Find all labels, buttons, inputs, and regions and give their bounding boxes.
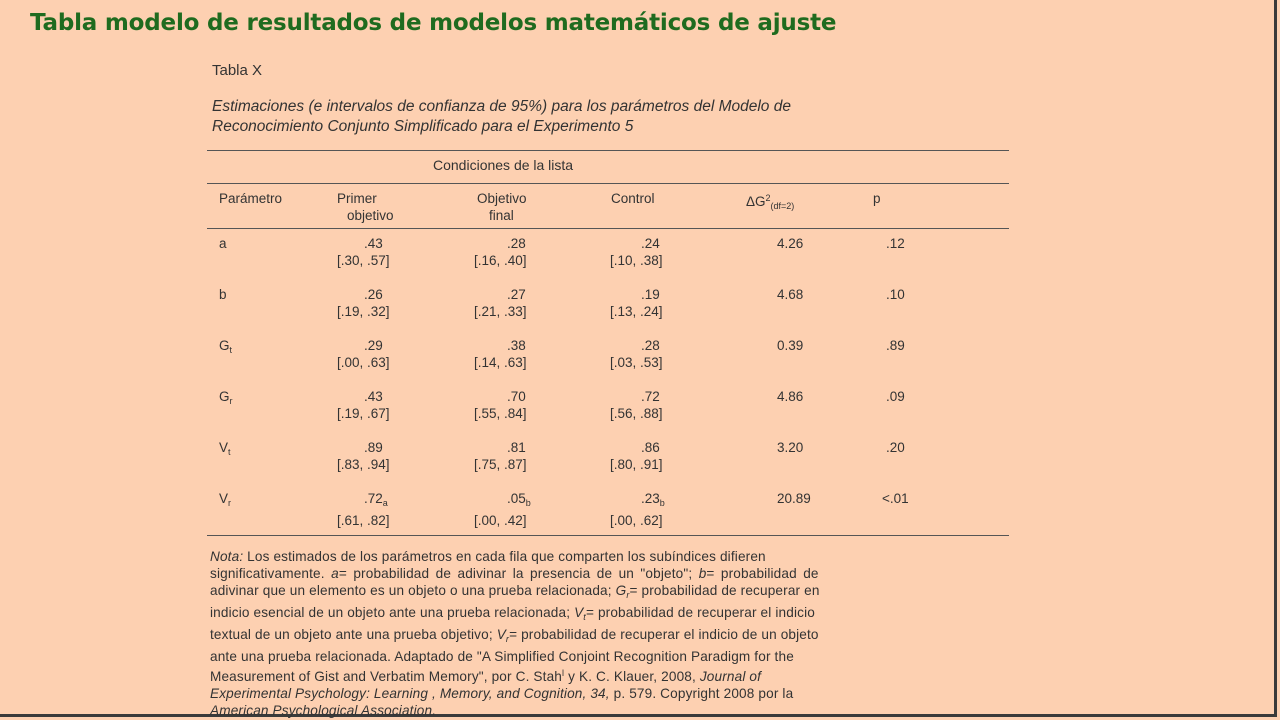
- primer-ci: [.83, .94]: [337, 457, 390, 472]
- objetivo-estimate: [474, 388, 527, 405]
- note-line: [210, 665, 1006, 685]
- p-value-cell: <.01: [882, 491, 909, 506]
- note-text: Measurement of Gist and Verbatim Memory", por C. Stah: [210, 669, 563, 684]
- note-text: Los estimados de los parámetros en cada fila que comparten los subíndices difieren: [243, 549, 766, 564]
- p-value-cell: .20: [886, 440, 905, 455]
- param-symbol: V: [219, 440, 229, 455]
- note-text: = probabilidad de recuperar en: [629, 583, 820, 598]
- note-line: [210, 582, 1006, 604]
- param-symbol: b: [219, 287, 227, 302]
- control-ci: [.03, .53]: [610, 355, 663, 370]
- note-line: [210, 685, 1006, 702]
- control-estimate: [610, 235, 663, 252]
- estimate-value: .81: [507, 440, 526, 455]
- param-subscript: r: [229, 396, 233, 406]
- note-text: = probabilidad de adivinar la presencia de un "objeto";: [338, 566, 699, 581]
- spanner-rule: [207, 183, 1009, 184]
- control-estimate: [610, 286, 663, 303]
- param-cell: [219, 337, 232, 359]
- column-spanner: Condiciones de la lista: [433, 157, 574, 173]
- control-ci: [.10, .38]: [610, 253, 663, 268]
- estimate-value: .43: [364, 236, 383, 251]
- objetivo-ci: [.16, .40]: [474, 253, 527, 268]
- note-text: = probabilidad de: [706, 566, 819, 581]
- estimate-value: .86: [641, 440, 660, 455]
- note-text: adivinar que un elemento es un objeto o una prueba relacionada;: [210, 583, 616, 598]
- p-value-cell: .12: [886, 236, 905, 251]
- header-delta-g2: [746, 190, 794, 215]
- primer-estimate: [337, 337, 390, 354]
- objetivo-cell: [474, 286, 527, 320]
- param-cell: [219, 439, 231, 461]
- estimate-subscript: b: [659, 498, 665, 508]
- delta-g2-cell: 4.26: [777, 236, 804, 251]
- note-line: [210, 565, 1006, 582]
- param-symbol: G: [219, 389, 230, 404]
- control-estimate: [610, 490, 665, 512]
- table-caption: [212, 97, 972, 137]
- delta-g2-cell: 0.39: [777, 338, 804, 353]
- estimate-value: .72: [641, 389, 660, 404]
- header-objetivo-final: [477, 190, 527, 224]
- param-cell: [219, 235, 227, 252]
- primer-cell: [337, 439, 390, 473]
- note-journal: Journal of: [699, 669, 762, 684]
- estimate-subscript: a: [382, 498, 388, 508]
- note-text: textual de un objeto ante una prueba objetivo;: [210, 627, 497, 642]
- control-ci: [.56, .88]: [610, 406, 663, 421]
- delta-g2-cell: 4.86: [777, 389, 804, 404]
- control-estimate: [610, 337, 663, 354]
- control-ci: [.80, .91]: [610, 457, 663, 472]
- objetivo-estimate: [474, 235, 527, 252]
- delta-g2-cell: 4.68: [777, 287, 804, 302]
- header-primer-objetivo: [337, 190, 394, 224]
- objetivo-estimate: [474, 439, 527, 456]
- objetivo-ci: [.14, .63]: [474, 355, 527, 370]
- param-subscript: r: [228, 498, 232, 508]
- note-text: significativamente.: [210, 566, 332, 581]
- note-line: [210, 626, 1006, 648]
- note-symbol: G: [615, 583, 627, 598]
- param-symbol: G: [219, 338, 230, 353]
- control-cell: [610, 439, 663, 473]
- note-symbol: b: [698, 566, 707, 581]
- objetivo-estimate: [474, 337, 527, 354]
- note-text: = probabilidad de recuperar el indicio: [585, 605, 815, 620]
- p-value-cell: .89: [886, 338, 905, 353]
- header-line: final: [489, 208, 514, 223]
- param-symbol: V: [219, 491, 229, 506]
- estimate-value: .72: [364, 491, 383, 506]
- objetivo-cell: [474, 235, 527, 269]
- estimate-value: .89: [364, 440, 383, 455]
- primer-cell: [337, 235, 390, 269]
- objetivo-ci: [.75, .87]: [474, 457, 527, 472]
- objetivo-ci: [.55, .84]: [474, 406, 527, 421]
- p-value-cell: .09: [886, 389, 905, 404]
- control-cell: [610, 286, 663, 320]
- control-estimate: [610, 388, 663, 405]
- table-bottom-rule: [207, 535, 1009, 536]
- slide-title: Tabla modelo de resultados de modelos matemáticos de ajuste: [30, 10, 837, 36]
- note-symbol-sub: t: [583, 612, 586, 622]
- estimate-value: .24: [641, 236, 660, 251]
- estimate-value: .27: [507, 287, 526, 302]
- header-line: Primer: [337, 191, 377, 206]
- note-text: = probabilidad de recuperar el indicio de un objeto: [509, 627, 819, 642]
- control-ci: [.00, .62]: [610, 513, 663, 528]
- primer-ci: [.30, .57]: [337, 253, 390, 268]
- primer-cell: [337, 286, 390, 320]
- param-subscript: t: [228, 447, 231, 457]
- note-journal: Experimental Psychology: Learning , Memory, and Cognition, 34,: [210, 686, 610, 701]
- control-cell: [610, 235, 663, 269]
- header-line: Objetivo: [477, 191, 527, 206]
- delta-g2-cell: 3.20: [777, 440, 804, 455]
- header-p: p: [873, 191, 881, 206]
- note-text: indicio esencial de un objeto ante una prueba relacionada;: [210, 605, 575, 620]
- objetivo-estimate: [474, 286, 527, 303]
- primer-ci: [.19, .32]: [337, 304, 390, 319]
- control-ci: [.13, .24]: [610, 304, 663, 319]
- primer-cell: [337, 337, 390, 371]
- header-delta-g-main: ΔG: [746, 194, 766, 209]
- param-cell: [219, 286, 227, 303]
- estimate-value: .23: [641, 491, 660, 506]
- control-cell: [610, 490, 665, 529]
- header-delta-g-sub: (df=2): [770, 201, 795, 211]
- primer-cell: [337, 490, 390, 529]
- primer-estimate: [337, 235, 390, 252]
- control-cell: [610, 337, 663, 371]
- param-symbol: a: [219, 236, 227, 251]
- estimate-value: .26: [364, 287, 383, 302]
- note-line: American Psychological Association.: [210, 703, 437, 718]
- header-line: objetivo: [347, 208, 394, 223]
- header-control: Control: [611, 191, 655, 206]
- note-sup: l: [562, 668, 565, 678]
- table-note: [210, 548, 1006, 719]
- primer-estimate: [337, 439, 390, 456]
- p-value-cell: .10: [886, 287, 905, 302]
- objetivo-cell: [474, 388, 527, 422]
- estimate-value: .28: [641, 338, 660, 353]
- note-text: y K. C. Klauer, 2008,: [564, 669, 700, 684]
- estimate-value: .28: [507, 236, 526, 251]
- note-text: p. 579. Copyright 2008 por la: [609, 686, 794, 701]
- objetivo-ci: [.21, .33]: [474, 304, 527, 319]
- estimate-value: .38: [507, 338, 526, 353]
- note-line: ante una prueba relacionada. Adaptado de "A Simplified Conjoint Recognition Paradigm for the: [210, 649, 794, 664]
- param-cell: [219, 490, 231, 512]
- note-symbol: V: [574, 605, 584, 620]
- table-top-rule: [207, 150, 1009, 151]
- objetivo-cell: [474, 439, 527, 473]
- primer-estimate: [337, 286, 390, 303]
- estimate-value: .19: [641, 287, 660, 302]
- header-parametro: Parámetro: [219, 191, 283, 206]
- estimate-value: .43: [364, 389, 383, 404]
- objetivo-estimate: [474, 490, 531, 512]
- estimate-subscript: b: [525, 498, 531, 508]
- primer-ci: [.61, .82]: [337, 513, 390, 528]
- estimate-value: .29: [364, 338, 383, 353]
- note-symbol: V: [496, 627, 506, 642]
- primer-estimate: [337, 490, 390, 512]
- table-label: Tabla X: [212, 62, 263, 79]
- control-estimate: [610, 439, 663, 456]
- note-symbol-sub: r: [626, 590, 630, 600]
- primer-ci: [.19, .67]: [337, 406, 390, 421]
- table-caption-line: Estimaciones (e intervalos de confianza de 95%) para los parámetros del Modelo de: [212, 98, 791, 115]
- header-rule: [207, 228, 1009, 229]
- objetivo-cell: [474, 490, 531, 529]
- objetivo-ci: [.00, .42]: [474, 513, 527, 528]
- note-label: Nota:: [210, 549, 244, 564]
- note-line: [210, 548, 1006, 565]
- primer-ci: [.00, .63]: [337, 355, 390, 370]
- primer-estimate: [337, 388, 390, 405]
- delta-g2-cell: 20.89: [777, 491, 811, 506]
- estimate-value: .05: [507, 491, 526, 506]
- note-symbol-sub: r: [505, 634, 510, 644]
- estimate-value: .70: [507, 389, 526, 404]
- table-caption-line: Reconocimiento Conjunto Simplificado para el Experimento 5: [212, 118, 634, 135]
- header-delta-g-sup: 2: [765, 193, 771, 203]
- note-line: [210, 604, 1006, 626]
- param-subscript: t: [229, 345, 233, 355]
- primer-cell: [337, 388, 390, 422]
- control-cell: [610, 388, 663, 422]
- note-symbol: a: [331, 566, 339, 581]
- param-cell: [219, 388, 233, 410]
- objetivo-cell: [474, 337, 527, 371]
